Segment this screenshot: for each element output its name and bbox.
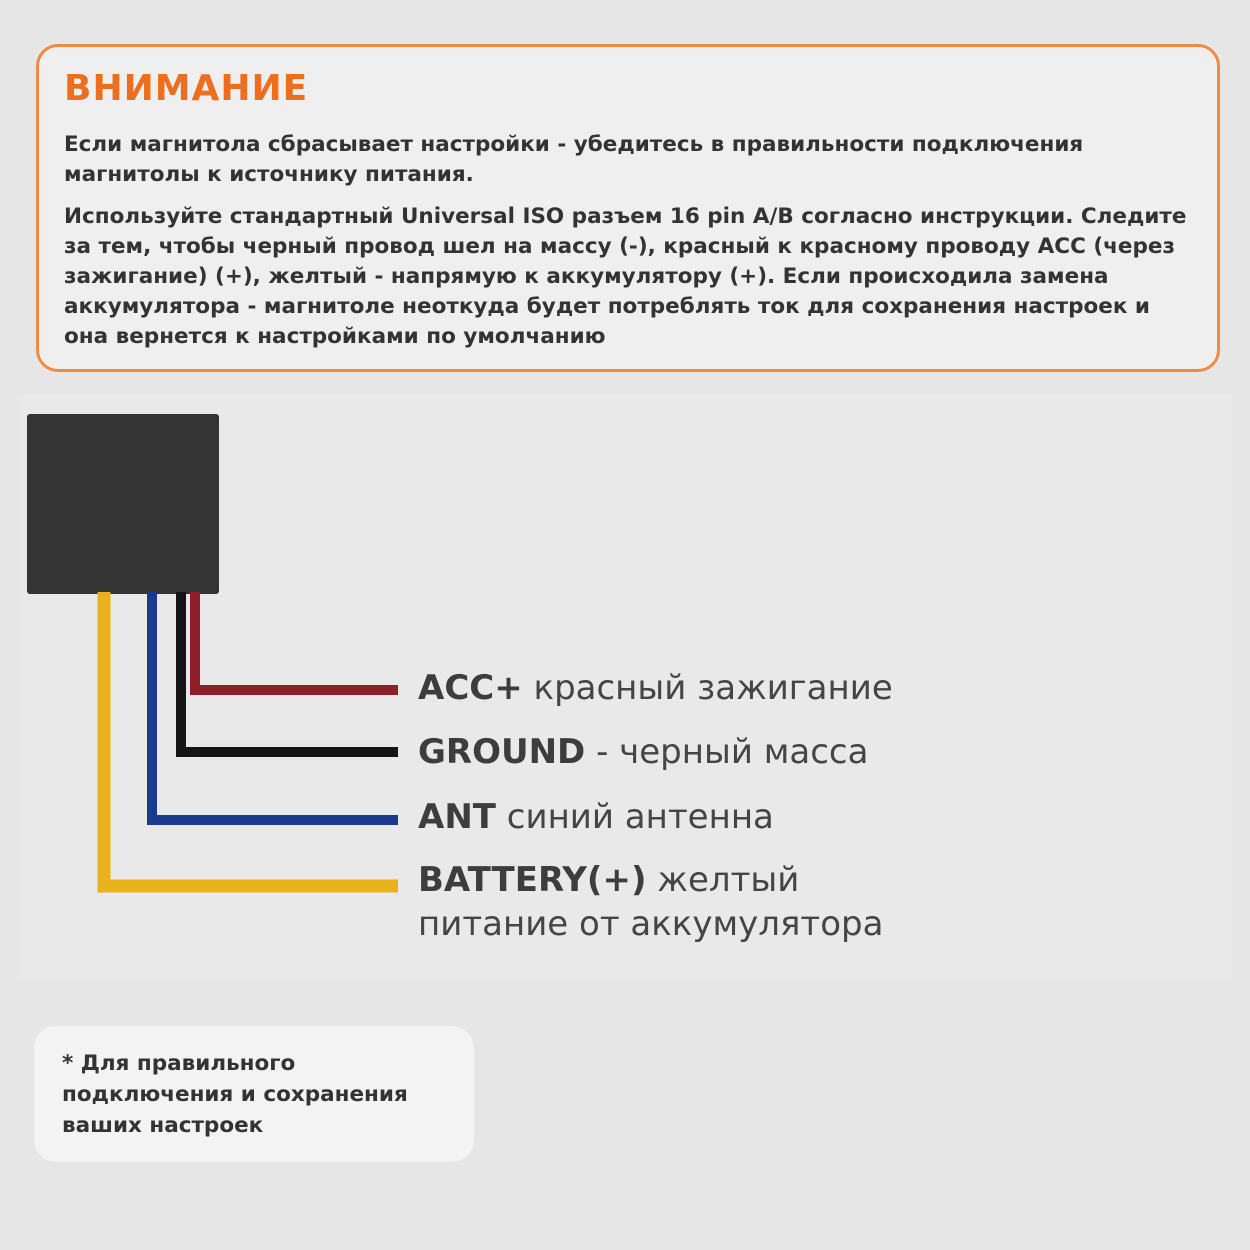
label-acc-desc: красный зажигание: [522, 668, 893, 708]
label-acc-code: ACC+: [418, 668, 523, 708]
wire-acc: [195, 592, 398, 690]
label-ground: [418, 730, 868, 774]
label-battery-desc: желтый: [646, 860, 800, 900]
warning-paragraph-2: Используйте стандартный Universal ISO разъем 16 pin A/B согласно инструкции. Следите за тем, чтобы черный провод шел на массу (-), красный к красному проводу ACC (через зажигание) (+), желтый - напрямую к аккумулятору (+). Если происходила замена аккумулятора - магнитоле неоткуда будет потреблять ток для сохранения настроек и она вернется к настройками по умолчанию: [64, 204, 1187, 349]
label-acc: [418, 666, 893, 710]
label-ground-desc: - черный масса: [585, 732, 869, 772]
label-battery: [418, 858, 799, 902]
connector-block: [27, 414, 219, 594]
note-text: * Для правильного подключения и сохранения ваших настроек: [62, 1051, 408, 1138]
label-ground-code: GROUND: [418, 732, 586, 772]
label-battery-line2: [418, 902, 883, 946]
label-ant-desc: синий антенна: [495, 797, 774, 837]
warning-paragraph-1: Если магнитола сбрасывает настройки - убедитесь в правильности подключения магнитолы к источнику питания.: [64, 132, 1084, 187]
wire-ground: [181, 592, 398, 752]
warning-title: ВНИМАНИЕ: [64, 68, 309, 109]
label-ant-code: ANT: [418, 797, 496, 837]
label-battery-code: BATTERY(+): [418, 860, 647, 900]
wire-ant: [152, 592, 398, 820]
note-box: [34, 1026, 474, 1162]
label-battery-desc-2: питание от аккумулятора: [418, 904, 884, 944]
label-ant: [418, 795, 774, 839]
